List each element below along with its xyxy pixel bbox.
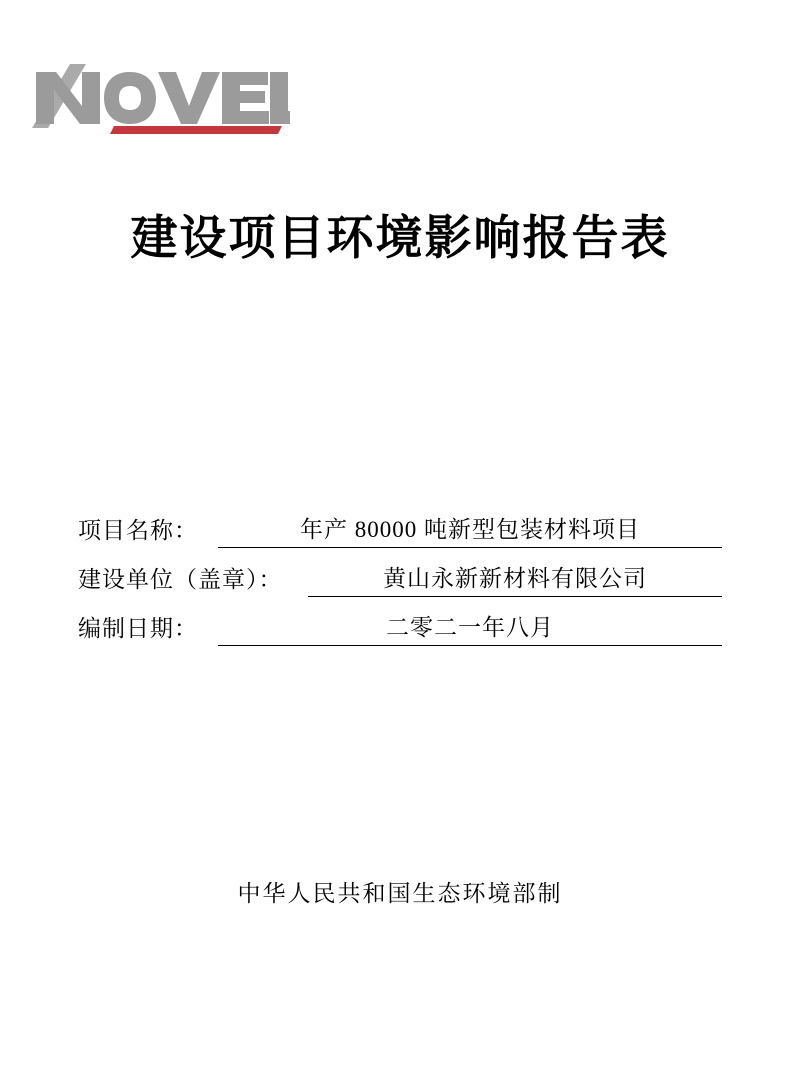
field-row-project-name [78,515,722,548]
form-fields [78,515,722,662]
novel-logo-icon [30,62,290,144]
project-name-value: 年产 80000 吨新型包装材料项目 [218,515,722,548]
field-row-construction-unit [78,564,722,597]
compile-date-label: 编制日期： [78,615,198,641]
issuing-authority: 中华人民共和国生态环境部制 [237,881,563,906]
construction-unit-value: 黄山永新新材料有限公司 [308,564,722,597]
page-title: 建设项目环境影响报告表 [130,211,670,266]
construction-unit-label: 建设单位（盖章）： [78,566,283,592]
field-row-compile-date [78,613,722,646]
novel-logo [30,62,290,144]
compile-date-value: 二零二一年八月 [218,613,722,646]
project-name-label: 项目名称： [78,518,198,543]
